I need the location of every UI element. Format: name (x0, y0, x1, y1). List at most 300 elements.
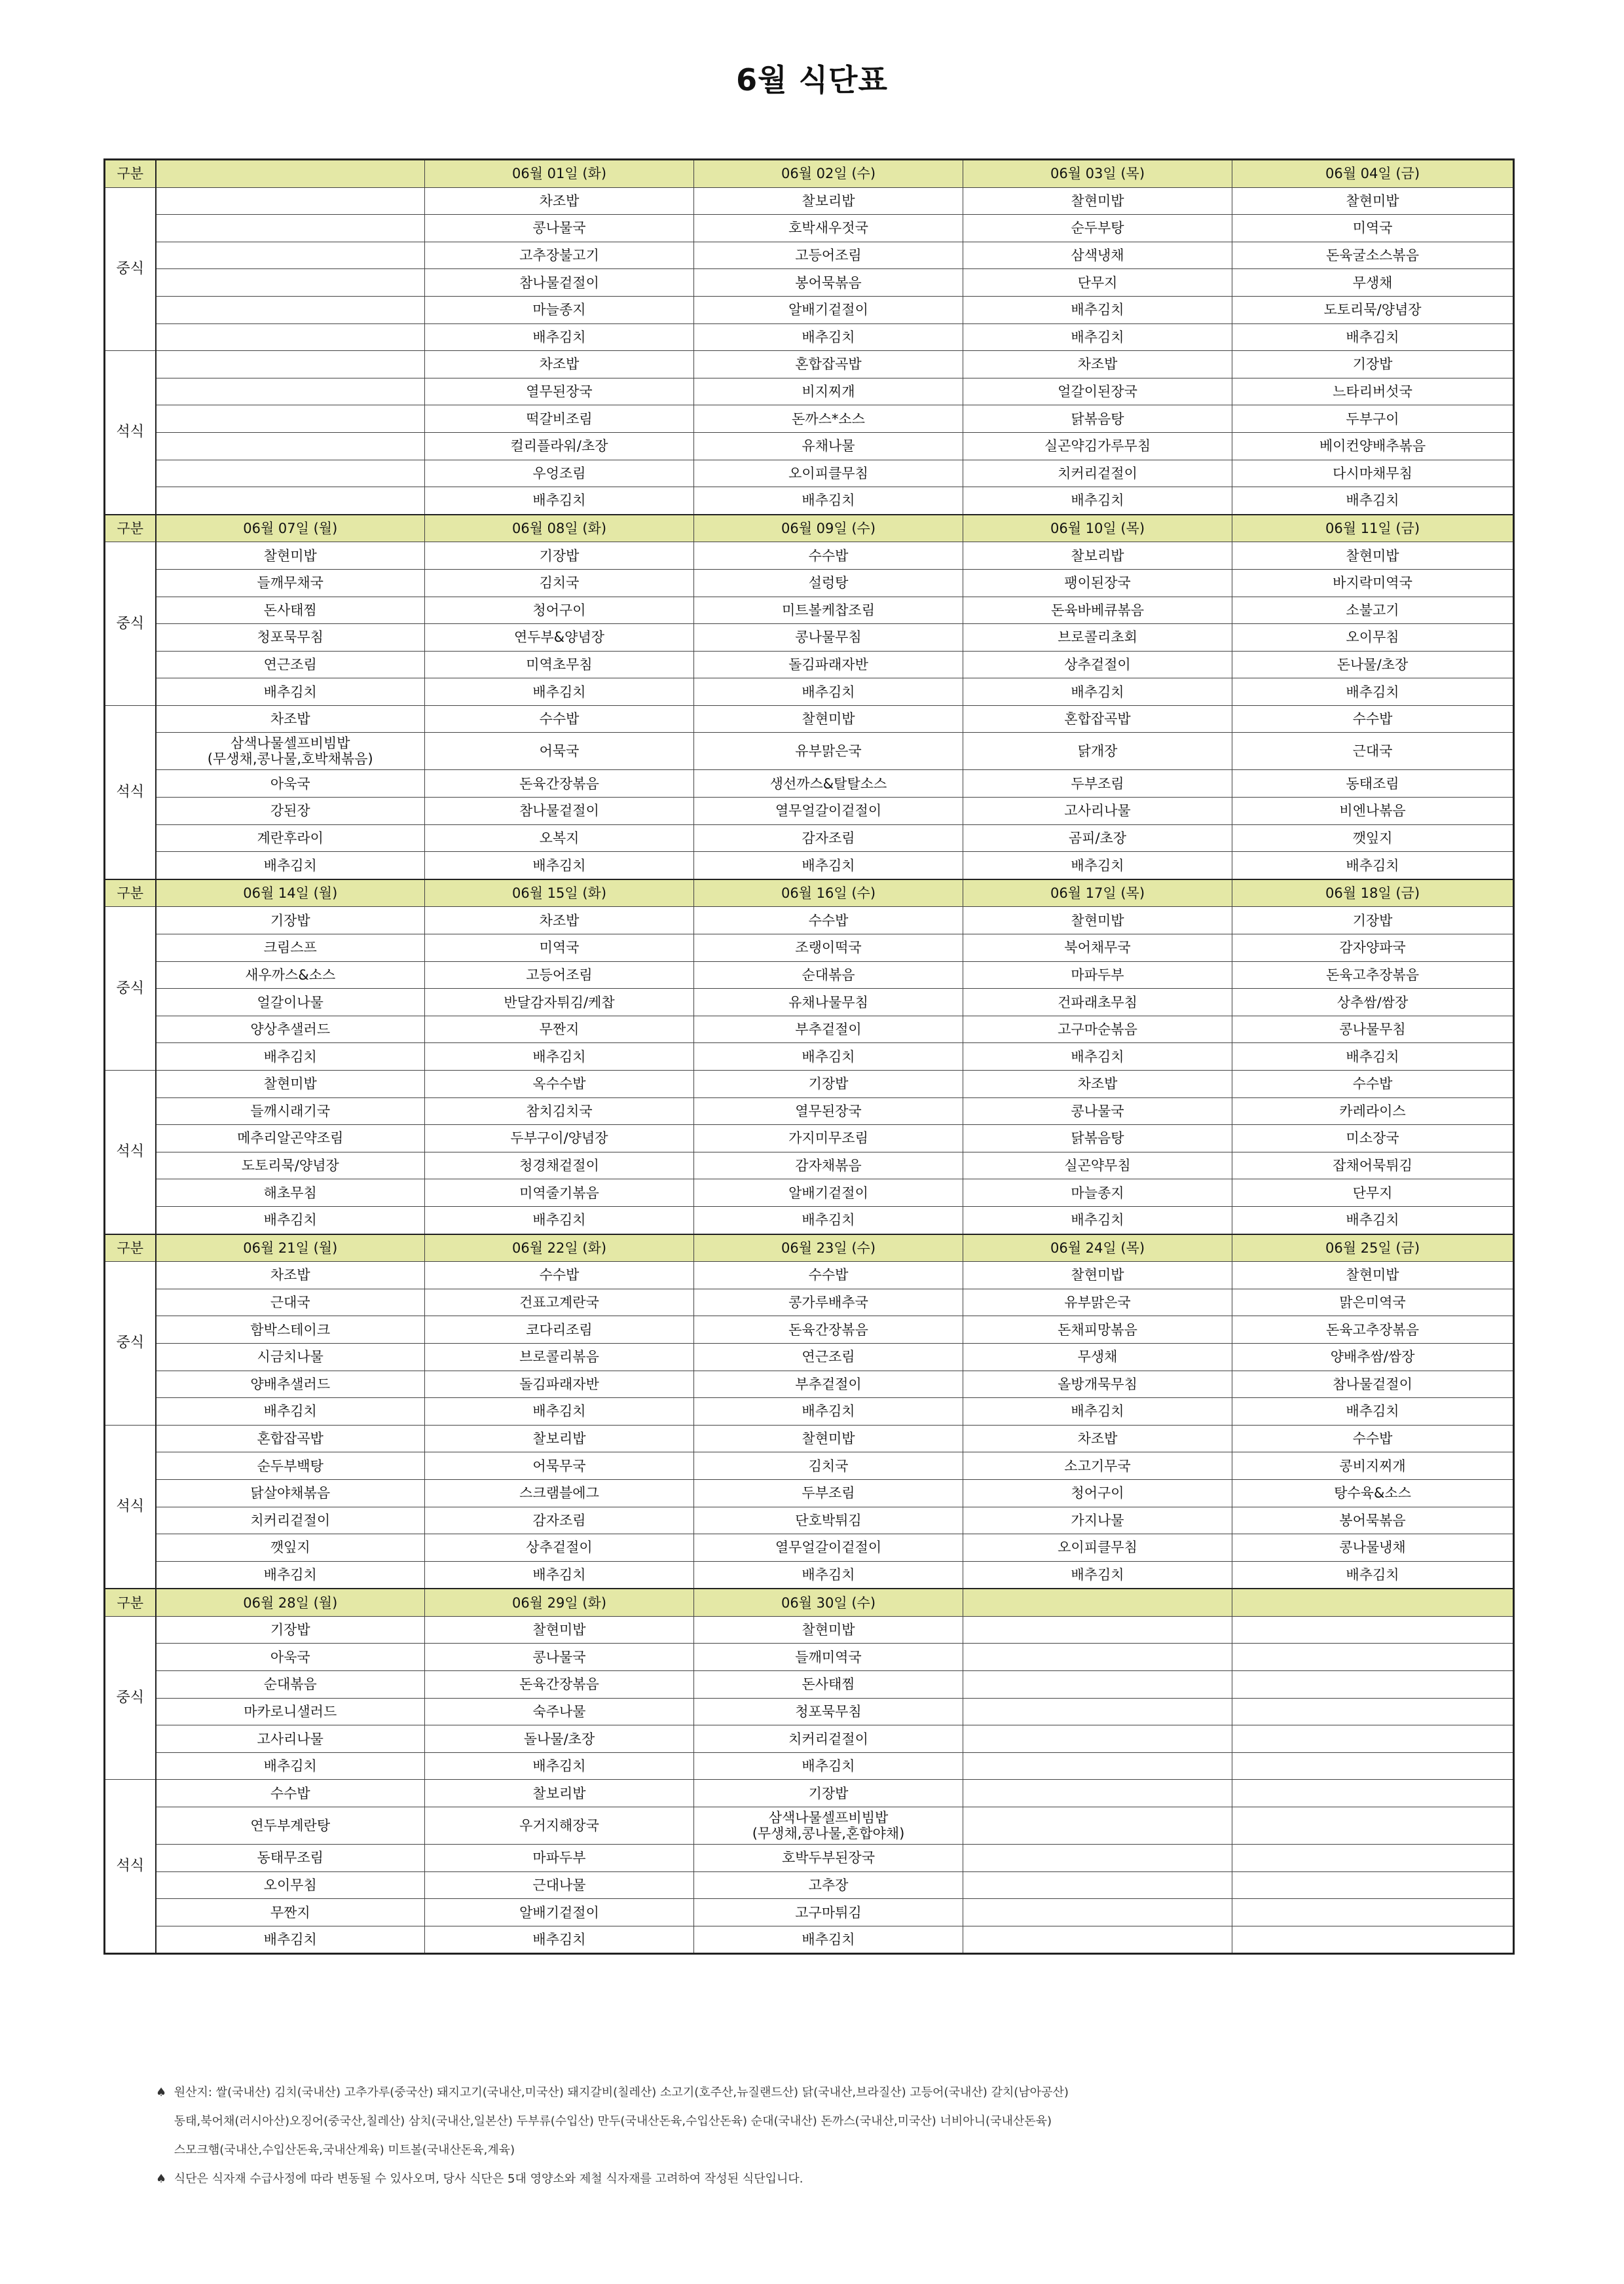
menu-item (963, 1616, 1232, 1644)
menu-item (963, 1845, 1232, 1872)
menu-item: 건표고계란국 (425, 1289, 694, 1316)
menu-item: 유부맑은국 (963, 1289, 1232, 1316)
menu-item: 강된장 (156, 798, 425, 825)
menu-item: 무생채 (1232, 269, 1514, 297)
dinner-row (105, 1899, 1514, 1926)
gubun-label: 구분 (105, 515, 156, 542)
menu-item: 고추장 (694, 1871, 963, 1899)
menu-item: 비지찌개 (694, 378, 963, 405)
dinner-row (105, 1871, 1514, 1899)
menu-item: 돈육간장볶음 (425, 1671, 694, 1699)
dinner-row (105, 770, 1514, 798)
menu-item: 배추김치 (1232, 487, 1514, 515)
menu-item: 찰현미밥 (963, 1262, 1232, 1289)
menu-item (156, 269, 425, 297)
menu-item: 콩가루배추국 (694, 1289, 963, 1316)
menu-item: 고구마튀김 (694, 1899, 963, 1926)
dinner-row (105, 1534, 1514, 1562)
menu-item: 다시마채무침 (1232, 460, 1514, 487)
menu-item: 기장밥 (156, 907, 425, 934)
menu-item (1232, 1752, 1514, 1780)
menu-item (1232, 1926, 1514, 1954)
menu-item: 기장밥 (425, 542, 694, 570)
menu-item: 치커리겉절이 (963, 460, 1232, 487)
menu-item: 맑은미역국 (1232, 1289, 1514, 1316)
menu-item: 기장밥 (1232, 907, 1514, 934)
menu-item: 배추김치 (694, 1752, 963, 1780)
menu-item: 기장밥 (156, 1616, 425, 1644)
disclaimer-note (156, 2165, 1466, 2194)
disclaimer-text: 식단은 식자재 수급사정에 따라 변동될 수 있사오며, 당사 식단은 5대 영양소와 제철 식자재를 고려하여 작성된 식단입니다. (174, 2172, 803, 2186)
menu-item (156, 242, 425, 269)
menu-item: 감자채볶음 (694, 1152, 963, 1179)
date-header: 06월 18일 (금) (1232, 879, 1514, 907)
menu-item (156, 187, 425, 215)
menu-item: 양상추샐러드 (156, 1016, 425, 1043)
menu-item: 찰현미밥 (425, 1616, 694, 1644)
menu-item: 근대국 (1232, 733, 1514, 770)
menu-item: 단호박튀김 (694, 1507, 963, 1534)
menu-item: 비엔나볶음 (1232, 798, 1514, 825)
lunch-row (105, 215, 1514, 242)
menu-item: 배추김치 (963, 678, 1232, 706)
lunch-row (105, 1343, 1514, 1371)
menu-item: 상추겉절이 (425, 1534, 694, 1562)
menu-item: 참치김치국 (425, 1097, 694, 1125)
menu-item: 생선까스&탈탈소스 (694, 770, 963, 798)
menu-item: 유채나물 (694, 432, 963, 460)
menu-item: 부추겉절이 (694, 1016, 963, 1043)
dinner-label: 석식 (105, 1071, 156, 1234)
lunch-row (105, 1398, 1514, 1426)
lunch-row (105, 1616, 1514, 1644)
menu-item (963, 1807, 1232, 1845)
menu-item: 배추김치 (694, 1926, 963, 1954)
menu-item (156, 323, 425, 351)
menu-item (156, 432, 425, 460)
week-header-row (105, 1589, 1514, 1616)
menu-item: 무짠지 (156, 1899, 425, 1926)
menu-item: 찰보리밥 (425, 1425, 694, 1452)
menu-item: 찰현미밥 (694, 1616, 963, 1644)
menu-item (963, 1698, 1232, 1725)
lunch-row (105, 323, 1514, 351)
menu-item: 배추김치 (1232, 1043, 1514, 1071)
week-header-row (105, 879, 1514, 907)
menu-item: 두부조림 (694, 1479, 963, 1507)
origin-note-line-2 (156, 2107, 1466, 2136)
menu-item (156, 460, 425, 487)
menu-item: 배추김치 (425, 1398, 694, 1426)
menu-item: 실곤약김가루무침 (963, 432, 1232, 460)
lunch-row (105, 1371, 1514, 1398)
menu-item: 청어구이 (425, 597, 694, 624)
dinner-label: 석식 (105, 1780, 156, 1954)
menu-item: 혼합잡곡밥 (963, 705, 1232, 733)
menu-item: 열무된장국 (425, 378, 694, 405)
menu-item: 배추김치 (156, 1926, 425, 1954)
menu-item: 배추김치 (1232, 323, 1514, 351)
menu-item: 오복지 (425, 824, 694, 852)
week-header-row (105, 1234, 1514, 1262)
menu-item: 미역초무침 (425, 651, 694, 678)
origin-note-line-3 (156, 2136, 1466, 2165)
menu-item: 미역줄기볶음 (425, 1179, 694, 1207)
menu-item: 배추김치 (425, 678, 694, 706)
lunch-row (105, 1262, 1514, 1289)
menu-item: 두부조림 (963, 770, 1232, 798)
menu-item: 들깨시래기국 (156, 1097, 425, 1125)
menu-item (1232, 1616, 1514, 1644)
menu-item: 콩나물냉채 (1232, 1534, 1514, 1562)
menu-item: 설렁탕 (694, 569, 963, 597)
menu-item: 부추겉절이 (694, 1371, 963, 1398)
lunch-row (105, 1671, 1514, 1699)
menu-item: 돈육고추장볶음 (1232, 961, 1514, 989)
menu-item: 배추김치 (694, 1561, 963, 1589)
date-header: 06월 24일 (목) (963, 1234, 1232, 1262)
menu-item: 탕수육&소스 (1232, 1479, 1514, 1507)
menu-item: 연두부&양념장 (425, 624, 694, 652)
menu-item (1232, 1698, 1514, 1725)
menu-item: 찰현미밥 (694, 705, 963, 733)
menu-item: 배추김치 (425, 1926, 694, 1954)
dinner-row (105, 852, 1514, 879)
dinner-row (105, 1807, 1514, 1845)
week-header-row (105, 515, 1514, 542)
date-header: 06월 30일 (수) (694, 1589, 963, 1616)
menu-item: 근대나물 (425, 1871, 694, 1899)
menu-item: 배추김치 (963, 1206, 1232, 1234)
notes-section (156, 2078, 1466, 2194)
menu-item (156, 351, 425, 378)
menu-item: 수수밥 (694, 542, 963, 570)
dinner-row (105, 1206, 1514, 1234)
dinner-row (105, 1452, 1514, 1480)
menu-item: 오이피클무침 (963, 1534, 1232, 1562)
date-header: 06월 03일 (목) (963, 160, 1232, 188)
menu-item: 미역국 (425, 934, 694, 962)
menu-item: 고구마순볶음 (963, 1016, 1232, 1043)
menu-item: 아욱국 (156, 1644, 425, 1671)
menu-item: 두부구이/양념장 (425, 1125, 694, 1152)
menu-item (963, 1644, 1232, 1671)
lunch-row (105, 961, 1514, 989)
date-header: 06월 17일 (목) (963, 879, 1232, 907)
menu-item: 봉어묵볶음 (694, 269, 963, 297)
menu-item: 돈까스*소스 (694, 405, 963, 433)
menu-item: 감자조림 (425, 1507, 694, 1534)
menu-item: 삼색냉채 (963, 242, 1232, 269)
menu-item: 배추김치 (425, 1043, 694, 1071)
menu-item: 돈육고추장볶음 (1232, 1316, 1514, 1344)
dinner-label: 석식 (105, 1425, 156, 1589)
menu-item: 도토리묵/양념장 (1232, 296, 1514, 323)
menu-item: 도토리묵/양념장 (156, 1152, 425, 1179)
menu-item: 찰현미밥 (963, 187, 1232, 215)
menu-item: 삼색나물셀프비빔밥 (무생채,콩나물,호박채볶음) (156, 733, 425, 770)
menu-item (963, 1752, 1232, 1780)
menu-item: 배추김치 (156, 1398, 425, 1426)
menu-item: 오이피클무침 (694, 460, 963, 487)
date-header: 06월 11일 (금) (1232, 515, 1514, 542)
menu-item: 마카로니샐러드 (156, 1698, 425, 1725)
menu-item: 들깨무채국 (156, 569, 425, 597)
menu-item: 떡갈비조림 (425, 405, 694, 433)
menu-item: 곰피/초장 (963, 824, 1232, 852)
spade-bullet-icon: ♠ (156, 2086, 167, 2099)
menu-item: 깻잎지 (1232, 824, 1514, 852)
menu-item: 배추김치 (156, 678, 425, 706)
menu-item: 찰현미밥 (1232, 187, 1514, 215)
menu-item: 기장밥 (694, 1071, 963, 1098)
lunch-row (105, 934, 1514, 962)
menu-item: 차조밥 (425, 351, 694, 378)
menu-item: 우거지해장국 (425, 1807, 694, 1845)
menu-item: 들깨미역국 (694, 1644, 963, 1671)
date-header: 06월 15일 (화) (425, 879, 694, 907)
date-header: 06월 23일 (수) (694, 1234, 963, 1262)
date-header: 06월 10일 (목) (963, 515, 1232, 542)
menu-item: 베이컨양배추볶음 (1232, 432, 1514, 460)
menu-item: 돌김파래자반 (694, 651, 963, 678)
menu-item (1232, 1845, 1514, 1872)
date-header: 06월 02일 (수) (694, 160, 963, 188)
menu-item: 잡채어묵튀김 (1232, 1152, 1514, 1179)
lunch-label: 중식 (105, 542, 156, 706)
menu-item: 미소장국 (1232, 1125, 1514, 1152)
menu-item (963, 1780, 1232, 1807)
menu-item: 올방개묵무침 (963, 1371, 1232, 1398)
menu-item: 청경채겉절이 (425, 1152, 694, 1179)
menu-item: 호박두부된장국 (694, 1845, 963, 1872)
dinner-row (105, 1780, 1514, 1807)
date-header (1232, 1589, 1514, 1616)
menu-item: 콩나물무침 (1232, 1016, 1514, 1043)
menu-item: 계란후라이 (156, 824, 425, 852)
date-header: 06월 09일 (수) (694, 515, 963, 542)
menu-item: 콩비지찌개 (1232, 1452, 1514, 1480)
menu-item: 참나물겉절이 (425, 269, 694, 297)
menu-item: 유부맑은국 (694, 733, 963, 770)
menu-item: 북어채무국 (963, 934, 1232, 962)
lunch-row (105, 296, 1514, 323)
menu-item: 배추김치 (694, 1206, 963, 1234)
lunch-label: 중식 (105, 1616, 156, 1780)
dinner-row (105, 705, 1514, 733)
menu-item (963, 1671, 1232, 1699)
menu-item: 건파래초무침 (963, 989, 1232, 1016)
lunch-row (105, 1725, 1514, 1753)
menu-item: 해초무침 (156, 1179, 425, 1207)
menu-item: 배추김치 (1232, 1206, 1514, 1234)
menu-item: 연두부계란탕 (156, 1807, 425, 1845)
menu-item: 기장밥 (1232, 351, 1514, 378)
dinner-row (105, 1845, 1514, 1872)
menu-item: 단무지 (1232, 1179, 1514, 1207)
dinner-row (105, 1071, 1514, 1098)
menu-item: 콩나물국 (425, 1644, 694, 1671)
menu-item: 청포묵무침 (694, 1698, 963, 1725)
menu-item (156, 296, 425, 323)
menu-item: 가지나물 (963, 1507, 1232, 1534)
lunch-label: 중식 (105, 907, 156, 1071)
dinner-row (105, 1479, 1514, 1507)
spade-bullet-icon: ♠ (156, 2172, 167, 2186)
lunch-row (105, 1316, 1514, 1344)
menu-item: 바지락미역국 (1232, 569, 1514, 597)
menu-item: 실곤약무침 (963, 1152, 1232, 1179)
menu-item: 닭볶음탕 (963, 405, 1232, 433)
menu-item: 봉어묵볶음 (1232, 1507, 1514, 1534)
menu-item: 김치국 (425, 569, 694, 597)
menu-item: 돌나물/초장 (425, 1725, 694, 1753)
menu-item: 알배기겉절이 (425, 1899, 694, 1926)
lunch-row (105, 907, 1514, 934)
menu-item (1232, 1807, 1514, 1845)
menu-item: 배추김치 (156, 1206, 425, 1234)
menu-item: 소불고기 (1232, 597, 1514, 624)
menu-item: 청어구이 (963, 1479, 1232, 1507)
lunch-row (105, 678, 1514, 706)
menu-item: 미역국 (1232, 215, 1514, 242)
menu-item: 무짠지 (425, 1016, 694, 1043)
menu-item (1232, 1671, 1514, 1699)
dinner-row (105, 798, 1514, 825)
menu-item: 배추김치 (694, 487, 963, 515)
menu-item: 수수밥 (425, 705, 694, 733)
menu-item: 오이무침 (156, 1871, 425, 1899)
menu-item: 배추김치 (963, 487, 1232, 515)
gubun-label: 구분 (105, 160, 156, 188)
menu-item: 고등어조림 (425, 961, 694, 989)
dinner-row (105, 1926, 1514, 1954)
menu-item: 청포묵무침 (156, 624, 425, 652)
menu-item: 콩나물국 (963, 1097, 1232, 1125)
menu-item: 배추김치 (425, 852, 694, 879)
menu-item: 차조밥 (963, 351, 1232, 378)
menu-item: 돈사태찜 (694, 1671, 963, 1699)
menu-item: 고사리나물 (156, 1725, 425, 1753)
menu-item: 배추김치 (156, 852, 425, 879)
dinner-row (105, 1152, 1514, 1179)
menu-item: 배추김치 (963, 1043, 1232, 1071)
menu-item: 어묵국 (425, 733, 694, 770)
menu-item: 배추김치 (963, 323, 1232, 351)
date-header: 06월 04일 (금) (1232, 160, 1514, 188)
menu-item (156, 378, 425, 405)
menu-item: 메추리알곤약조림 (156, 1125, 425, 1152)
date-header (156, 160, 425, 188)
dinner-label: 석식 (105, 705, 156, 879)
dinner-row (105, 405, 1514, 433)
menu-item: 동태조림 (1232, 770, 1514, 798)
lunch-row (105, 1043, 1514, 1071)
menu-item: 알배기겉절이 (694, 296, 963, 323)
menu-item: 옥수수밥 (425, 1071, 694, 1098)
menu-item: 브로콜리볶음 (425, 1343, 694, 1371)
menu-item: 어묵무국 (425, 1452, 694, 1480)
menu-item: 차조밥 (425, 187, 694, 215)
dinner-row (105, 1179, 1514, 1207)
menu-item: 열무된장국 (694, 1097, 963, 1125)
menu-item: 수수밥 (1232, 1425, 1514, 1452)
lunch-row (105, 569, 1514, 597)
menu-item: 차조밥 (963, 1425, 1232, 1452)
menu-item: 컬리플라워/초장 (425, 432, 694, 460)
gubun-label: 구분 (105, 879, 156, 907)
menu-item: 두부구이 (1232, 405, 1514, 433)
menu-item: 양배추샐러드 (156, 1371, 425, 1398)
menu-item (156, 215, 425, 242)
menu-item: 마늘종지 (963, 1179, 1232, 1207)
lunch-label: 중식 (105, 1262, 156, 1426)
menu-item: 배추김치 (694, 1398, 963, 1426)
menu-item: 수수밥 (425, 1262, 694, 1289)
menu-item: 느타리버섯국 (1232, 378, 1514, 405)
menu-item: 배추김치 (963, 1398, 1232, 1426)
menu-item: 돈사태찜 (156, 597, 425, 624)
menu-item: 상추겉절이 (963, 651, 1232, 678)
menu-item: 혼합잡곡밥 (694, 351, 963, 378)
dinner-row (105, 1507, 1514, 1534)
menu-item: 콩나물무침 (694, 624, 963, 652)
menu-item (156, 405, 425, 433)
dinner-row (105, 1125, 1514, 1152)
menu-item: 아욱국 (156, 770, 425, 798)
menu-item: 배추김치 (425, 1561, 694, 1589)
menu-item: 배추김치 (425, 1206, 694, 1234)
menu-item: 호박새우젓국 (694, 215, 963, 242)
menu-item: 수수밥 (694, 907, 963, 934)
menu-item: 찰보리밥 (694, 187, 963, 215)
menu-item: 찰현미밥 (963, 907, 1232, 934)
menu-item: 근대국 (156, 1289, 425, 1316)
menu-item: 깻잎지 (156, 1534, 425, 1562)
menu-item: 찰현미밥 (156, 542, 425, 570)
menu-item: 카레라이스 (1232, 1097, 1514, 1125)
menu-item: 차조밥 (963, 1071, 1232, 1098)
menu-item: 배추김치 (425, 1752, 694, 1780)
menu-item: 함박스테이크 (156, 1316, 425, 1344)
menu-item: 무생채 (963, 1343, 1232, 1371)
menu-item: 삼색나물셀프비빔밥 (무생채,콩나물,혼합야채) (694, 1807, 963, 1845)
menu-item: 알배기겉절이 (694, 1179, 963, 1207)
menu-item: 배추김치 (694, 1043, 963, 1071)
menu-item: 돈육바베큐볶음 (963, 597, 1232, 624)
menu-item: 돈나물/초장 (1232, 651, 1514, 678)
date-header: 06월 07일 (월) (156, 515, 425, 542)
menu-item: 소고기무국 (963, 1452, 1232, 1480)
origin-note-line-1 (156, 2078, 1466, 2107)
date-header: 06월 22일 (화) (425, 1234, 694, 1262)
menu-item (963, 1899, 1232, 1926)
menu-item: 김치국 (694, 1452, 963, 1480)
menu-item: 오이무침 (1232, 624, 1514, 652)
date-header: 06월 14일 (월) (156, 879, 425, 907)
lunch-row (105, 1289, 1514, 1316)
dinner-label: 석식 (105, 351, 156, 515)
menu-item: 수수밥 (694, 1262, 963, 1289)
menu-item (1232, 1644, 1514, 1671)
menu-item (1232, 1871, 1514, 1899)
menu-item: 배추김치 (1232, 678, 1514, 706)
menu-item: 찰현미밥 (1232, 1262, 1514, 1289)
date-header: 06월 16일 (수) (694, 879, 963, 907)
menu-item: 고추장불고기 (425, 242, 694, 269)
menu-item (156, 487, 425, 515)
date-header: 06월 08일 (화) (425, 515, 694, 542)
